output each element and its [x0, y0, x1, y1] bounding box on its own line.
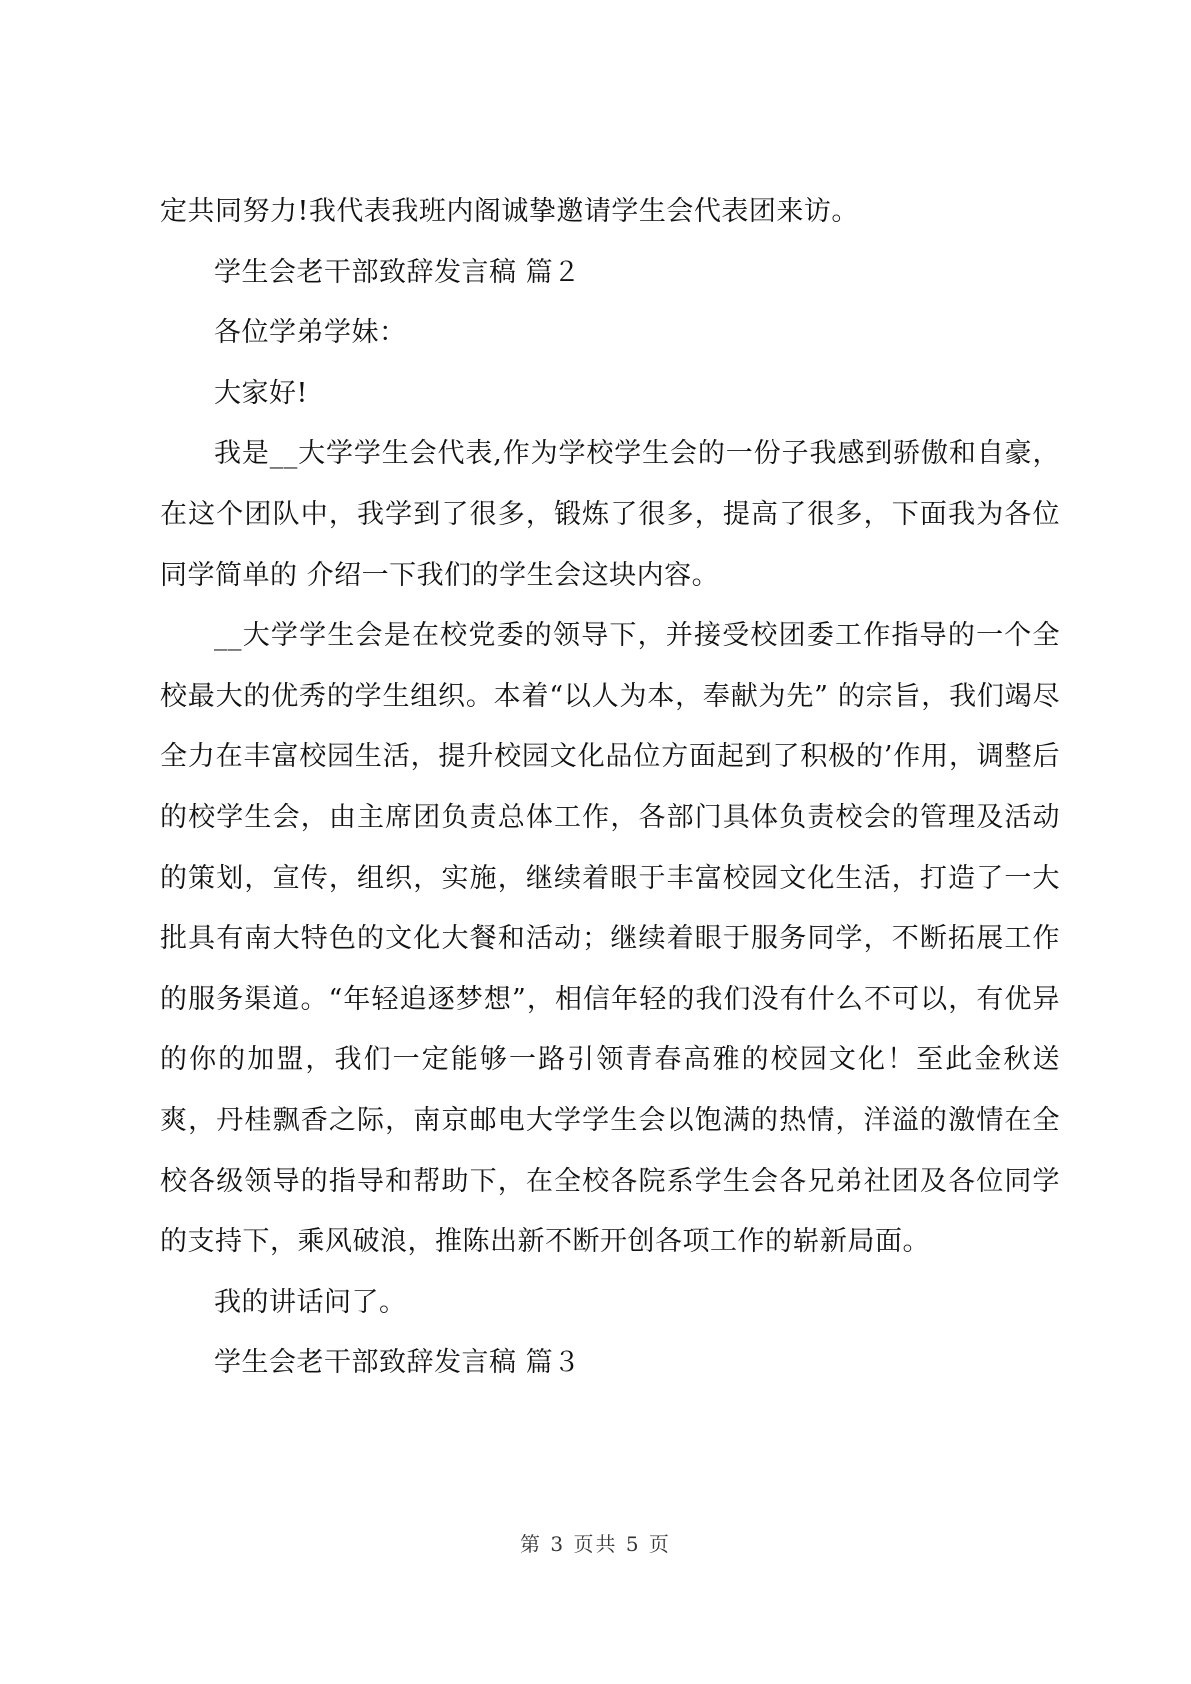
section-heading-2: 学生会老干部致辞发言稿 篇２: [214, 256, 581, 288]
paragraph-intro: 我是__大学学生会代表,作为学校学生会的一份子我感到骄傲和自豪，在这个团队中，我学到了很多，锻炼了很多，提高了很多，下面我为各位同学简单的 介绍一下我们的学生会这块内容。: [160, 438, 1060, 591]
greeting: 大家好!: [214, 377, 308, 409]
section-heading-3: 学生会老干部致辞发言稿 篇３: [214, 1347, 581, 1379]
salutation: 各位学弟学妹：: [214, 317, 407, 349]
paragraph-main: __大学学生会是在校党委的领导下，并接受校团委工作指导的一个全校最大的优秀的学生组织。本着“以人为本，奉献为先” 的宗旨，我们竭尽全力在丰富校园生活，提升校园文化品位方面起到了积极的’作用，调整后的校学生会，由主席团负责总体工作，各部门具体负责校会的管理及活动的策划，宣传，组织，实施，继续着眼于丰富校园文化生活，打造了一大批具有南大特色的文化大餐和活动；继续着眼于服务同学，不断拓展工作的服务渠道。“年轻追逐梦想”，相信年轻的我们没有什么不可以，有优异的你的加盟，我们一定能够一路引领青春高雅的校园文化！至此金秋送爽，丹桂飘香之际，南京邮电大学学生会以饱满的热情，洋溢的激情在全校各级领导的指导和帮助下，在全校各院系学生会各兄弟社团及各位同学的支持下，乘风破浪，推陈出新不断开创各项工作的崭新局面。: [160, 620, 1060, 1258]
paragraph-1: 定共同努力!我代表我班内阁诚挚邀请学生会代表团来访。: [160, 196, 859, 227]
page-footer: 第 3 页共 5 页: [520, 1532, 671, 1556]
closing-line: 我的讲话问了。: [214, 1286, 407, 1318]
document-body: [160, 182, 1060, 1394]
